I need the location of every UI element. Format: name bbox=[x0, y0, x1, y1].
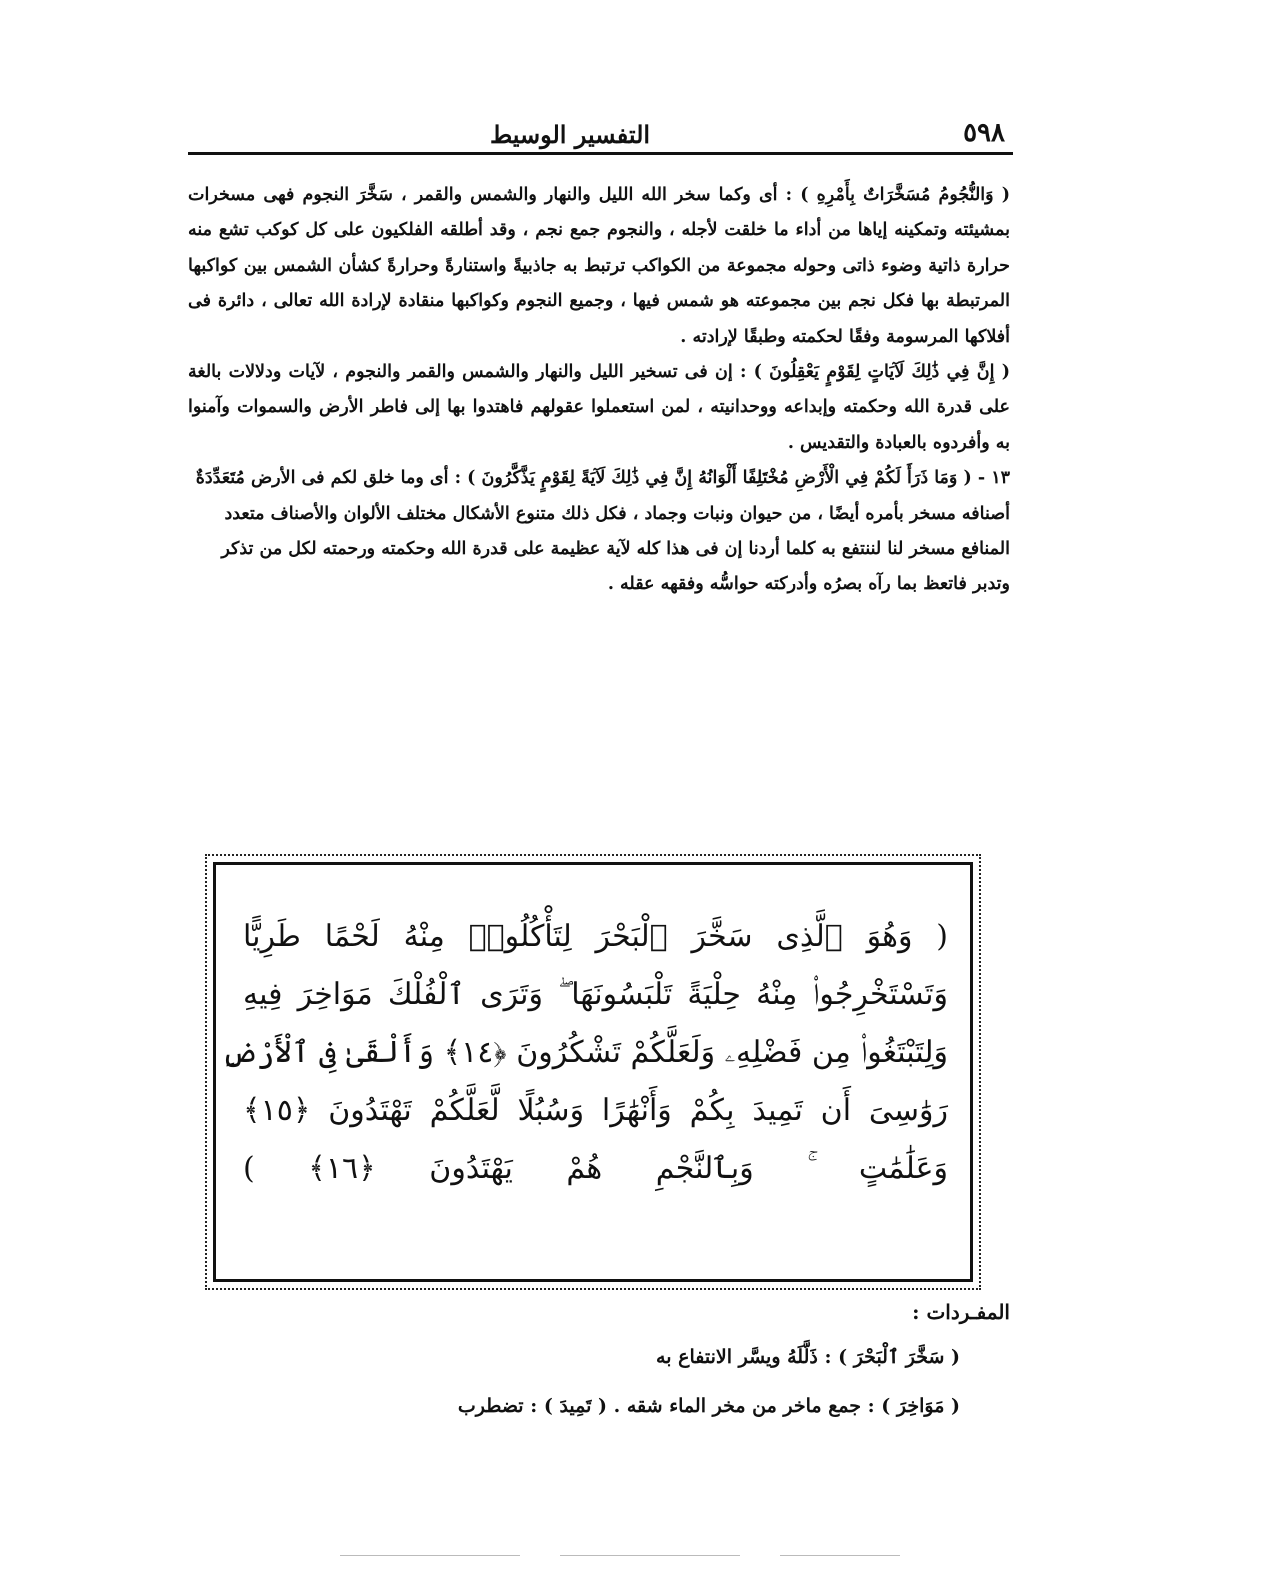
vocabulary-item: ( مَوَاخِرَ ) : جمع ماخر من مخر الماء شقه . ( تَمِيدَ ) : تضطرب bbox=[457, 1395, 960, 1417]
page-number: ٥٩٨ bbox=[963, 118, 1005, 148]
verse-line: وَتَسْتَخْرِجُوا۟ مِنْهُ حِلْيَةً تَلْبَسُونَهَا ۖ وَتَرَى ٱلْفُلْكَ مَوَاخِرَ فِيهِ bbox=[243, 977, 948, 1012]
header-rule bbox=[188, 152, 1013, 155]
footer-rule bbox=[560, 1555, 740, 1556]
running-header-title: التفسير الوسيط bbox=[489, 120, 651, 149]
footer-rule bbox=[340, 1555, 520, 1556]
verse-line: ( وَهُوَ ٱلَّذِى سَخَّرَ ٱلْبَحْرَ لِتَأْكُلُوا۟ مِنْهُ لَحْمًا طَرِيًّا bbox=[243, 919, 948, 954]
footer-rule bbox=[780, 1555, 900, 1556]
commentary-paragraph bbox=[188, 178, 1010, 355]
verse-reference: ١٣ - ( وَمَا ذَرَأَ لَكُمْ فِي الْأَرْضِ مُخْتَلِفًا أَلْوَانُهُ إِنَّ فِي ذَٰلِكَ لَآيَةً لِقَوْمٍ يَذَّكَّرُونَ ) : bbox=[454, 468, 1010, 489]
commentary-body bbox=[188, 178, 1010, 603]
vocabulary-item: ( سَخَّرَ ٱلْبَحْرَ ) : ذَلَّلَهُ ويسَّر الانتفاع به bbox=[656, 1346, 960, 1368]
vocabulary-heading: المفـردات : bbox=[912, 1300, 1010, 1324]
commentary-paragraph bbox=[188, 461, 1010, 603]
verse-reference: ( وَالنُّجُومُ مُسَخَّرَاتٌ بِأَمْرِهِ ) : bbox=[785, 185, 1010, 205]
verse-line: رَوَٰسِىَ أَن تَمِيدَ بِكُمْ وَأَنْهَٰرًا وَسُبُلًا لَّعَلَّكُمْ تَهْتَدُونَ ﴿١٥﴾ bbox=[243, 1093, 948, 1128]
verse-line: وَلِتَبْتَغُوا۟ مِن فَضْلِهِۦ وَلَعَلَّكُمْ تَشْكُرُونَ ﴿١٤﴾ وَأَلْقَىٰ فِى ٱلْأَرْضِ bbox=[221, 1035, 948, 1070]
verse-reference: ( إِنَّ فِي ذَٰلِكَ لَآيَاتٍ لِقَوْمٍ يَعْقِلُونَ ) : bbox=[739, 362, 1010, 383]
commentary-text: أى وكما سخر الله الليل والنهار والشمس والقمر ، سَخَّرَ النجوم فهى مسخرات بمشيئته وتمكينه إياها من أداء ما خلقت لأجله ، والنجوم جمع نجم ، وقد أطلقه الفلكيون على كل كوكب تشع منه حرارة ذاتية وضوء ذاتى وحوله مجموعة من الكواكب ترتبط به جاذبيةً واستنارةً وحرارةً كشأن الشمس بين كواكبها المرتبطة بها فكل نجم بين مجموعته هو شمس فيها ، وجميع النجوم وكواكبها منقادة لإرادة الله تعالى ، دائرة فى أفلاكها المرسومة وفقًا لحكمته وطبقًا لإرادته . bbox=[188, 185, 1010, 347]
commentary-text: أى وما خلق لكم فى الأرض مُتَعَدِّدَةٌ أصنافه مسخر بأمره أيضًا ، من حيوان ونبات وجماد ، فكل ذلك متنوع الأشكال مختلف الألوان والأصناف متعدد المنافع مسخر لنا لننتفع به كلما أردنا إن فى هذا كله لآية عظيمة على قدرة الله وحكمته ورحمته لكل من تذكر وتدبر فاتعظ بما رآه بصرُه وأدركته حواسُّه وفقهه عقله . bbox=[195, 468, 1010, 595]
commentary-text: إن فى تسخير الليل والنهار والشمس والقمر والنجوم ، لآيات ودلالات بالغة على قدرة الله وحكمته وإبداعه ووحدانيته ، لمن استعملوا عقولهم فاهتدوا بها إلى فاطر الأرض والسموات وآمنوا به وأفردوه بالعبادة والتقديس . bbox=[188, 362, 1010, 453]
quran-verse-text bbox=[221, 908, 948, 1198]
commentary-paragraph bbox=[188, 355, 1010, 461]
verse-line: وَعَلَٰمَٰتٍ ۚ وَبِٱلنَّجْمِ هُمْ يَهْتَدُونَ ﴿١٦﴾ ) bbox=[243, 1151, 948, 1186]
